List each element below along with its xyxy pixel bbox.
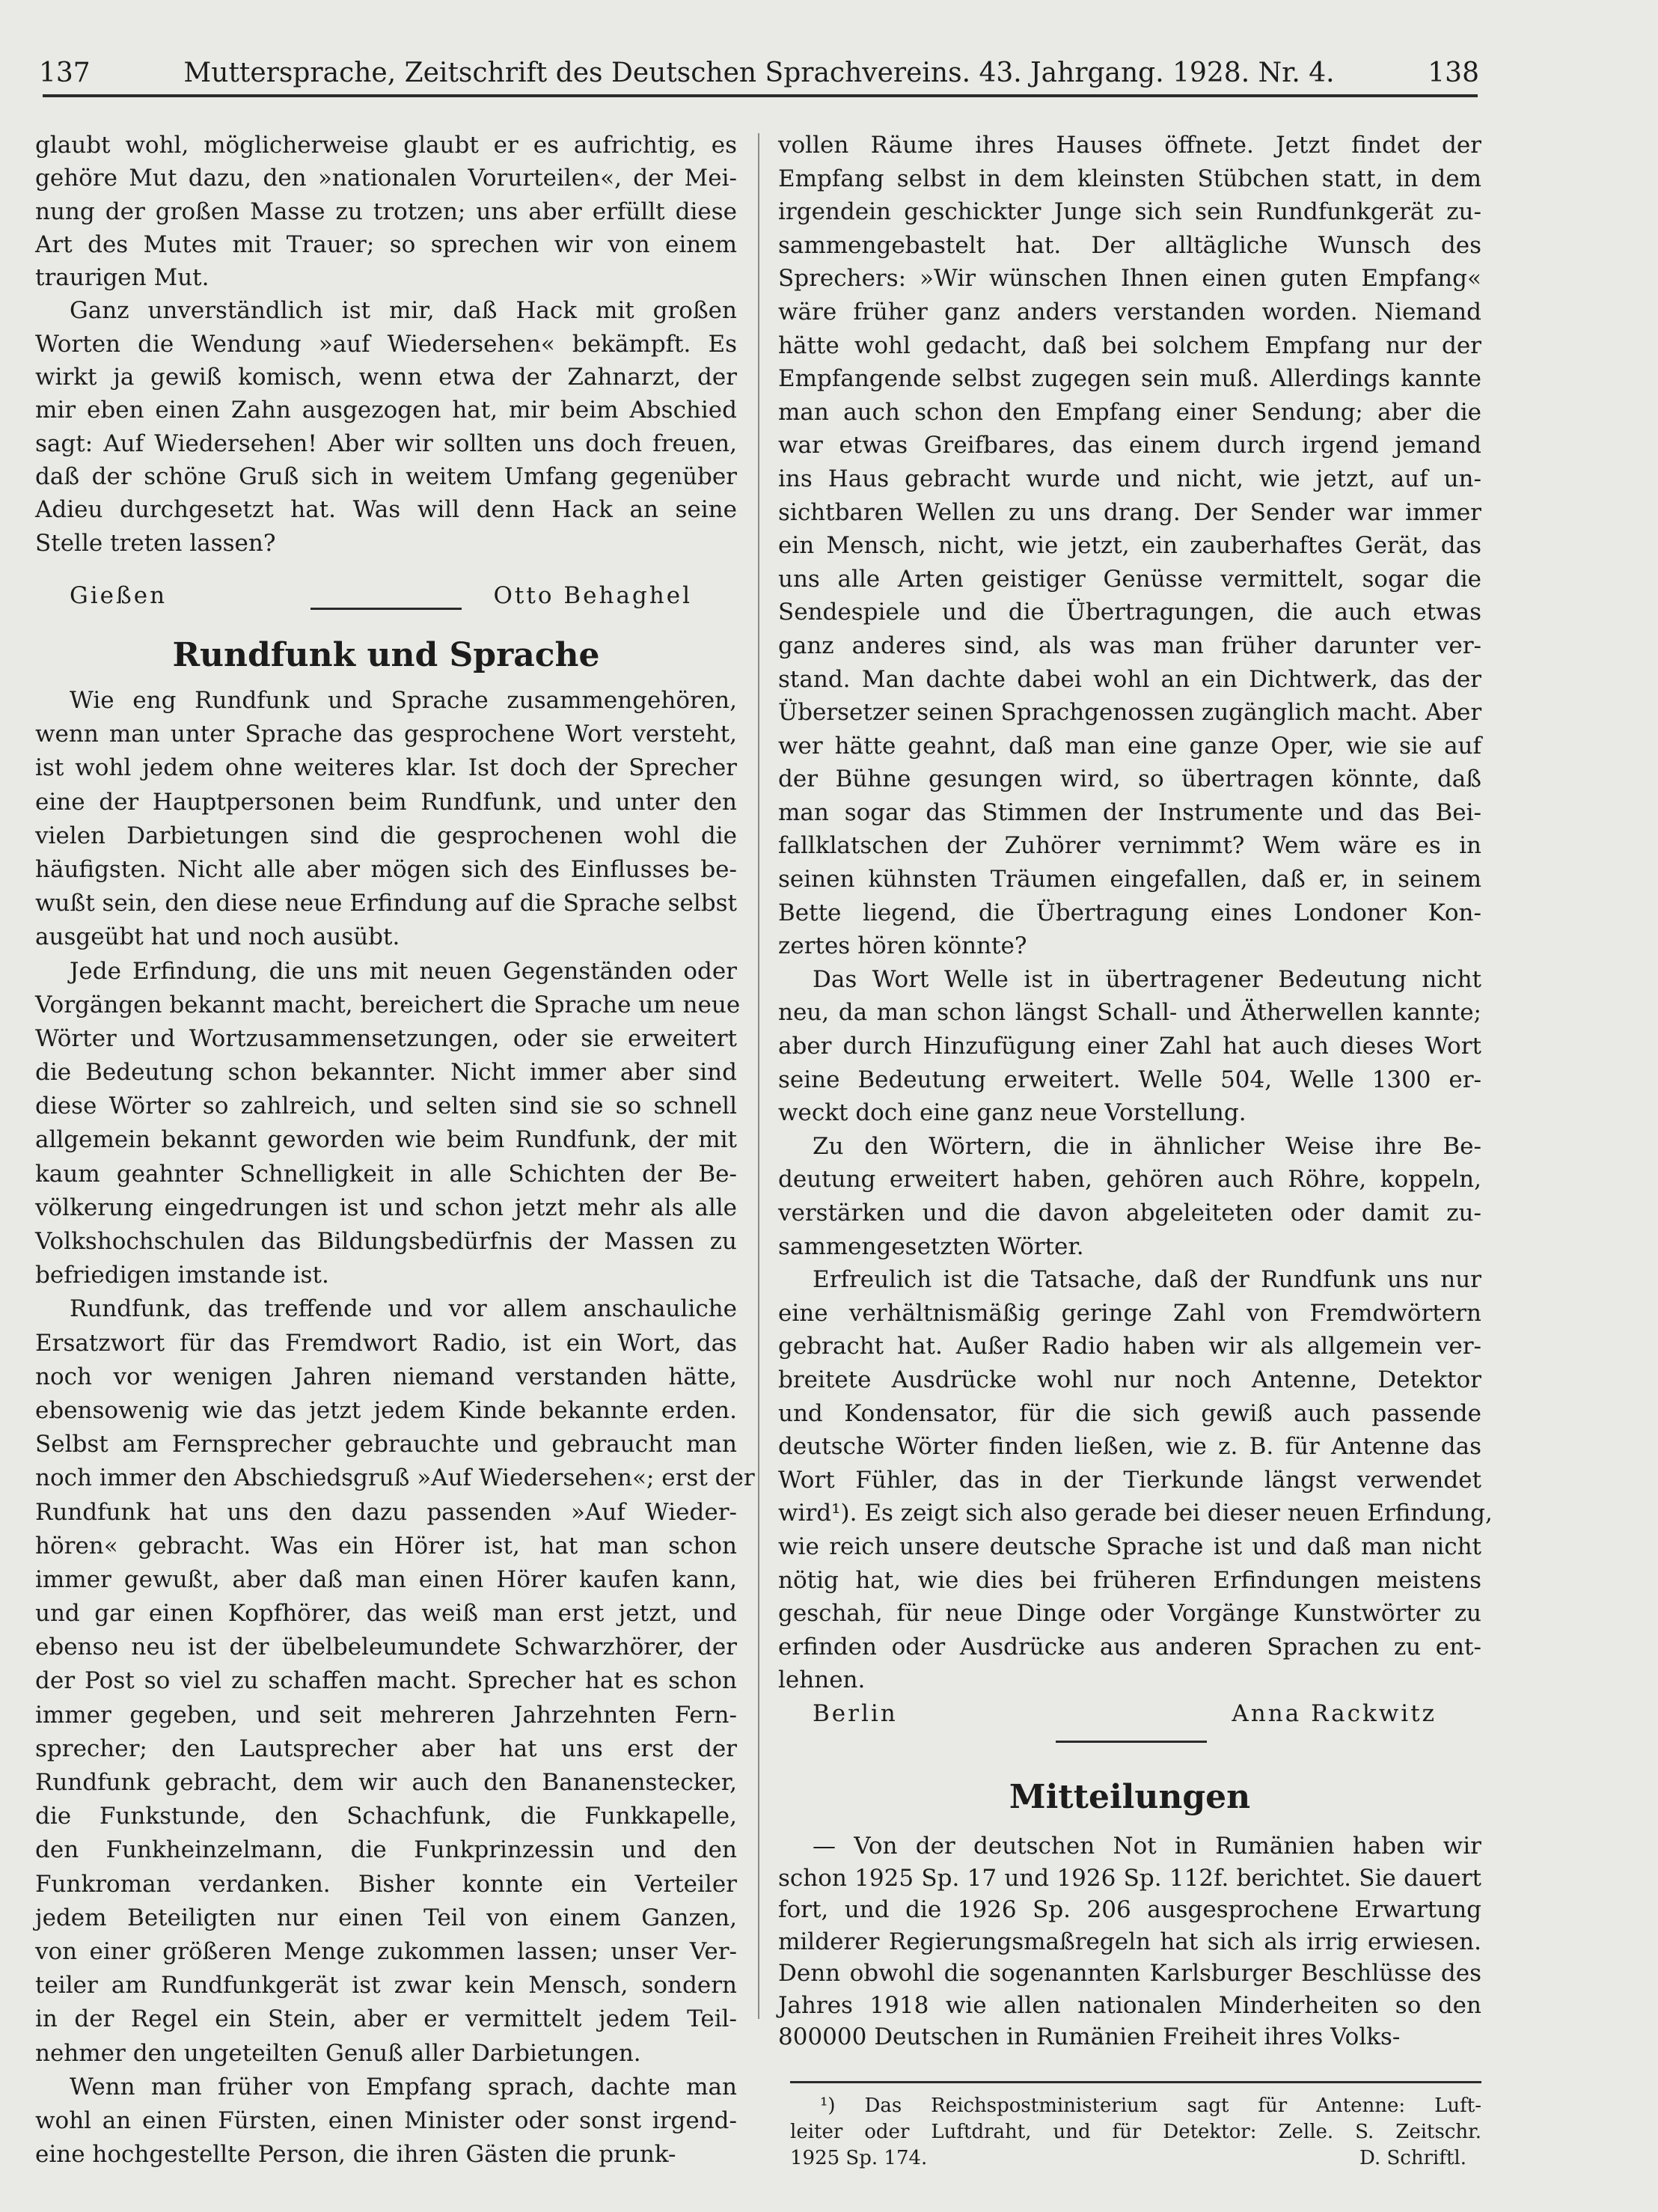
text-line: Jede Erfindung, die uns mit neuen Gegenständen oder — [70, 957, 737, 985]
text-line: wie reich unsere deutsche Sprache ist und daß man nicht — [778, 1533, 1481, 1560]
text-line: geschah, für neue Dinge oder Vorgänge Kunstwörter zu — [778, 1600, 1481, 1628]
column-divider — [758, 133, 759, 2019]
text-line: allgemein bekannt geworden wie beim Rundfunk, der mit — [35, 1126, 737, 1154]
right-text-block-2 — [778, 1830, 1481, 2053]
left-text-block-1 — [35, 129, 737, 560]
text-line: teiler am Rundfunkgerät ist zwar kein Mensch, sondern — [35, 1972, 737, 1999]
text-line: sagt: Auf Wiedersehen! Aber wir sollten uns doch freuen, — [35, 430, 737, 457]
running-header — [39, 54, 1479, 91]
signature-place: Berlin — [813, 1700, 898, 1727]
text-line: Übersetzer seinen Sprachgenossen zugänglich macht. Aber — [778, 699, 1482, 727]
text-line: eine hochgestellte Person, die ihren Gästen die prunk- — [35, 2141, 676, 2169]
text-line: gebracht hat. Außer Radio haben wir als allgemein ver- — [778, 1333, 1481, 1360]
text-line: sichtbaren Wellen zu uns drang. Der Sender war immer — [778, 498, 1481, 526]
text-line: ins Haus gebracht wurde und nicht, wie jetzt, auf un- — [778, 465, 1481, 492]
text-line: lehnen. — [778, 1666, 866, 1694]
text-line: deutung erweitert haben, gehören auch Röhre, koppeln, — [778, 1166, 1481, 1194]
text-line: milderer Regierungsmaßregeln hat sich als irrig erwiesen. — [778, 1928, 1481, 1955]
text-line: Empfang selbst in dem kleinsten Stübchen statt, in dem — [778, 165, 1481, 192]
text-line: erfinden oder Ausdrücke aus anderen Sprachen zu ent- — [778, 1633, 1481, 1660]
text-line: Zu den Wörtern, die in ähnlicher Weise ihre Be- — [813, 1132, 1481, 1160]
text-line: zertes hören könnte? — [778, 932, 1027, 960]
signature-author: Otto Behaghel — [493, 582, 692, 609]
text-line: Rundfunk hat uns den dazu passenden »Auf Wieder- — [35, 1498, 737, 1526]
text-line: daß der schöne Gruß sich in weitem Umfang gegenüber — [35, 462, 737, 490]
text-line: die Bedeutung schon bekannter. Nicht immer aber sind — [35, 1059, 737, 1087]
text-line: von einer größeren Menge zukommen lassen; unser Ver- — [35, 1937, 737, 1965]
text-line: ausgeübt hat und noch ausübt. — [35, 923, 400, 951]
text-line: vollen Räume ihres Hauses öffnete. Jetzt findet der — [778, 132, 1481, 159]
text-line: und gar einen Kopfhörer, das weiß man erst jetzt, und — [35, 1600, 737, 1628]
text-line: breitete Ausdrücke wohl nur noch Antenne, Detektor — [778, 1366, 1481, 1393]
text-line: und Kondensator, für die sich gewiß auch passende — [778, 1399, 1481, 1427]
text-line: wußt sein, den diese neue Erfindung auf die Sprache selbst — [35, 890, 737, 917]
text-line: Wort Fühler, das in der Tierkunde längst verwendet — [778, 1466, 1481, 1494]
text-line: Rundfunk gebracht, dem wir auch den Bananenstecker, — [35, 1769, 737, 1796]
text-line: Funkroman verdanken. Bisher konnte ein Verteiler — [35, 1870, 737, 1898]
text-line: den Funkheinzelmann, die Funkprinzessin und den — [35, 1836, 737, 1864]
text-line: fort, und die 1926 Sp. 206 ausgesprochene Erwartung — [778, 1896, 1481, 1923]
text-line: eine der Hauptpersonen beim Rundfunk, und unter den — [35, 788, 737, 816]
text-line: man auch schon den Empfang einer Sendung; aber die — [778, 398, 1481, 426]
text-line: aber durch Hinzufügung einer Zahl hat auch dieses Wort — [778, 1033, 1481, 1060]
text-line: Wörter und Wortzusammensetzungen, oder sie erweitert — [35, 1024, 737, 1052]
text-line: eine verhältnismäßig geringe Zahl von Fremdwörtern — [778, 1299, 1481, 1327]
text-line: deutsche Wörter finden ließen, wie z. B. für Antenne das — [778, 1433, 1481, 1461]
text-line: Volkshochschulen das Bildungsbedürfnis der Massen zu — [35, 1228, 737, 1255]
text-line: noch immer den Abschiedsgruß »Auf Wiedersehen«; erst der — [35, 1464, 755, 1492]
right-text-block-1 — [778, 129, 1493, 1697]
text-line: vielen Darbietungen sind die gesprochenen wohl die — [35, 822, 737, 849]
text-line: wer hätte geahnt, daß man eine ganze Oper, wie sie auf — [778, 732, 1481, 760]
text-line: Denn obwohl die sogenannten Karlsburger Beschlüsse des — [778, 1960, 1481, 1987]
footnote-line: ¹) Das Reichspostministerium sagt für Antenne: Luft- — [820, 2095, 1481, 2117]
text-line: Wenn man früher von Empfang sprach, dachte man — [70, 2073, 737, 2101]
text-line: Sprechers: »Wir wünschen Ihnen einen guten Empfang« — [778, 265, 1481, 293]
text-line: man sogar das Stimmen der Instrumente und das Bei- — [778, 798, 1481, 826]
footnote — [790, 2093, 1481, 2172]
text-line: hören« gebracht. Was ein Hörer ist, hat man schon — [35, 1532, 737, 1559]
text-line: Vorgängen bekannt macht, bereichert die Sprache um neue — [35, 991, 741, 1018]
text-line: diese Wörter so zahlreich, und selten sind sie so schnell — [35, 1093, 737, 1120]
text-line: nung der großen Masse zu trotzen; uns aber erfüllt diese — [35, 198, 737, 225]
footnote-signed: D. Schriftl. — [1359, 2147, 1466, 2169]
text-line: Jahres 1918 wie allen nationalen Minderheiten so den — [778, 1991, 1481, 2019]
text-line: mir eben einen Zahn ausgezogen hat, mir beim Abschied — [35, 397, 737, 424]
text-line: immer gegeben, und seit mehreren Jahrzehnten Fern- — [35, 1701, 737, 1729]
text-line: — Von der deutschen Not in Rumänien haben wir — [813, 1833, 1481, 1860]
text-line: Bette liegend, die Übertragung eines Londoner Kon- — [778, 899, 1481, 926]
text-line: war etwas Greifbares, das einem durch irgend jemand — [778, 432, 1481, 459]
footnote-line: leiter oder Luftdraht, und für Detektor: Zelle. S. Zeitschr. — [790, 2121, 1481, 2143]
text-line: gehöre Mut dazu, den »nationalen Vorurteilen«, der Mei- — [35, 165, 737, 192]
text-line: traurigen Mut. — [35, 264, 209, 292]
text-line: Art des Mutes mit Trauer; so sprechen wir von einem — [35, 230, 737, 258]
text-line: fallklatschen der Zuhörer vernimmt? Wem wäre es in — [778, 832, 1481, 860]
text-line: Rundfunk, das treffende und vor allem anschauliche — [70, 1295, 737, 1323]
footnote-rule — [790, 2081, 1481, 2083]
text-line: Wie eng Rundfunk und Sprache zusammengehören, — [70, 687, 737, 714]
text-line: nehmer den ungeteilten Genuß aller Darbietungen. — [35, 2039, 641, 2067]
text-line: verstärken und die davon abgeleiteten oder damit zu- — [778, 1200, 1481, 1226]
text-line: uns alle Arten geistiger Genüsse vermittelt, sogar die — [778, 565, 1481, 593]
signature-place: Gießen — [70, 582, 168, 609]
section-rule — [1056, 1741, 1207, 1743]
text-line: sammengesetzten Wörter. — [778, 1232, 1084, 1260]
text-line: ebenso neu ist der übelbeleumundete Schwarzhörer, der — [35, 1634, 737, 1661]
text-line: 800000 Deutschen in Rumänien Freiheit ihres Volks- — [778, 2023, 1401, 2050]
text-line: kaum geahnter Schnelligkeit in alle Schichten der Be- — [35, 1160, 737, 1188]
section-rule — [311, 608, 462, 610]
signature-author: Anna Rackwitz — [1232, 1700, 1437, 1727]
text-line: seine Bedeutung erweitert. Welle 504, Welle 1300 er- — [778, 1066, 1481, 1093]
text-line: Stelle treten lassen? — [35, 529, 276, 557]
page-number-left: 137 — [39, 57, 91, 88]
signature-rackwitz — [778, 1697, 1481, 1731]
text-line: sprecher; den Lautsprecher aber hat uns erst der — [35, 1735, 737, 1762]
text-line: wäre früher ganz anders verstanden worden. Niemand — [778, 298, 1481, 326]
text-line: Das Wort Welle ist in übertragener Bedeutung nicht — [813, 965, 1481, 993]
text-line: der Post so viel zu schaffen macht. Sprecher hat es schon — [35, 1667, 737, 1695]
text-line: in der Regel ein Stein, aber er vermittelt jedem Teil- — [35, 2005, 737, 2033]
text-line: die Funkstunde, den Schachfunk, die Funkkapelle, — [35, 1803, 737, 1830]
text-line: wenn man unter Sprache das gesprochene Wort versteht, — [35, 721, 737, 748]
text-line: befriedigen imstande ist. — [35, 1262, 329, 1289]
text-line: häufigsten. Nicht alle aber mögen sich des Einflusses be- — [35, 855, 737, 883]
text-line: der Bühne gesungen wird, so übertragen könnte, daß — [778, 766, 1481, 793]
left-text-block-2 — [35, 684, 755, 2172]
text-line: Empfangende selbst zugegen sein muß. Allerdings kannte — [778, 365, 1481, 393]
text-line: wird¹). Es zeigt sich also gerade bei dieser neuen Erfindung, — [778, 1500, 1493, 1527]
article-title: Rundfunk und Sprache — [172, 636, 600, 674]
text-line: wirkt ja gewiß komisch, wenn etwa der Zahnarzt, der — [35, 364, 737, 391]
text-line: Erfreulich ist die Tatsache, daß der Rundfunk uns nur — [813, 1266, 1481, 1294]
text-line: Adieu durchgesetzt hat. Was will denn Hack an seine — [35, 496, 737, 524]
text-line: sammengebastelt hat. Der alltägliche Wunsch des — [778, 231, 1481, 259]
text-line: ein Mensch, nicht, wie jetzt, ein zauberhaftes Gerät, das — [778, 532, 1481, 560]
page-number-right: 138 — [1428, 57, 1479, 88]
text-line: neu, da man schon längst Schall- und Ätherwellen kannte; — [778, 999, 1481, 1027]
text-line: ist wohl jedem ohne weiteres klar. Ist doch der Sprecher — [35, 754, 737, 782]
text-line: noch vor wenigen Jahren niemand verstanden hätte, — [35, 1363, 737, 1390]
text-line: stand. Man dachte dabei wohl an ein Dichtwerk, das der — [778, 665, 1481, 693]
text-line: ebensowenig wie das jetzt jedem Kinde bekannte erden. — [35, 1396, 737, 1424]
text-line: schon 1925 Sp. 17 und 1926 Sp. 112f. berichtet. Sie dauert — [778, 1864, 1481, 1892]
journal-title: Muttersprache, Zeitschrift des Deutschen Sprachvereins. 43. Jahrgang. 1928. Nr. 4. — [183, 57, 1335, 88]
text-line: seinen kühnsten Träumen eingefallen, daß er, in seinem — [778, 866, 1481, 893]
text-line: Worten die Wendung »auf Wiedersehen« bekämpft. Es — [35, 330, 737, 358]
section-title: Mitteilungen — [1009, 1778, 1251, 1816]
text-line: Selbst am Fernsprecher gebrauchte und gebraucht man — [35, 1431, 737, 1458]
header-rule — [43, 94, 1478, 97]
text-line: Sendespiele und die Übertragungen, die auch etwas — [778, 599, 1481, 626]
text-line: nötig hat, wie dies bei früheren Erfindungen meistens — [778, 1566, 1481, 1594]
footnote-reference: 1925 Sp. 174. — [790, 2147, 928, 2169]
text-line: immer gewußt, aber daß man einen Hörer kaufen kann, — [35, 1565, 737, 1593]
text-line: irgendein geschickter Junge sich sein Rundfunkgerät zu- — [778, 198, 1481, 226]
text-line: Ganz unverständlich ist mir, daß Hack mit großen — [70, 297, 737, 325]
text-line: völkerung eingedrungen ist und schon jetzt mehr als alle — [35, 1194, 737, 1221]
text-line: Ersatzwort für das Fremdwort Radio, ist ein Wort, das — [35, 1329, 737, 1357]
text-line: hätte wohl gedacht, daß bei solchem Empfang nur der — [778, 332, 1481, 359]
text-line: jedem Beteiligten nur einen Teil von einem Ganzen, — [35, 1904, 737, 1931]
text-line: wohl an einen Fürsten, einen Minister oder sonst irgend- — [35, 2106, 737, 2134]
text-line: ganz anderes sind, als was man früher darunter ver- — [778, 632, 1481, 659]
text-line: glaubt wohl, möglicherweise glaubt er es aufrichtig, es — [35, 132, 737, 159]
text-line: weckt doch eine ganz neue Vorstellung. — [778, 1099, 1246, 1127]
